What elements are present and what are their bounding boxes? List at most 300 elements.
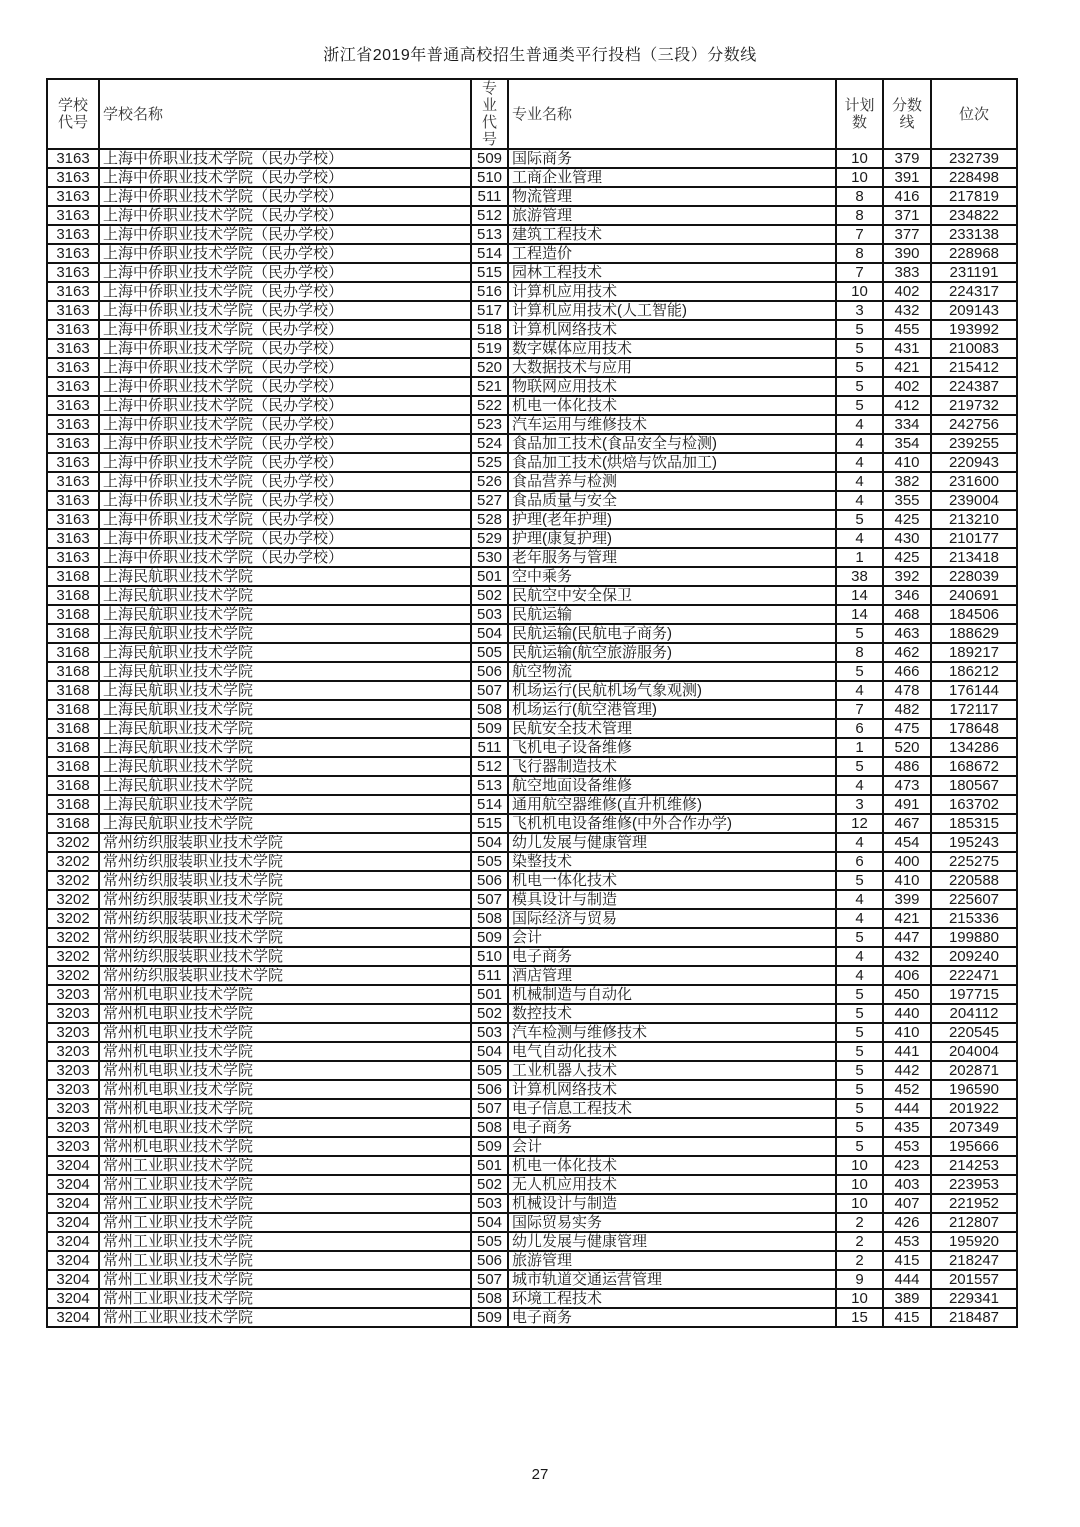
cell-major-name: 幼儿发展与健康管理 — [508, 833, 836, 852]
cell-school-name: 上海中侨职业技术学院（民办学校） — [99, 510, 471, 529]
cell-major-name: 染整技术 — [508, 852, 836, 871]
cell-score: 421 — [883, 358, 931, 377]
cell-score: 410 — [883, 453, 931, 472]
cell-school-name: 上海中侨职业技术学院（民办学校） — [99, 472, 471, 491]
cell-rank: 172117 — [931, 700, 1017, 719]
cell-major-name: 计算机应用技术(人工智能) — [508, 301, 836, 320]
cell-school-name: 上海民航职业技术学院 — [99, 586, 471, 605]
cell-school-name: 上海民航职业技术学院 — [99, 567, 471, 586]
cell-school-name: 常州机电职业技术学院 — [99, 1042, 471, 1061]
cell-score: 421 — [883, 909, 931, 928]
cell-plan: 4 — [836, 491, 883, 510]
cell-major-code: 501 — [471, 567, 508, 586]
cell-school-name: 常州工业职业技术学院 — [99, 1289, 471, 1308]
cell-major-code: 513 — [471, 776, 508, 795]
table-row — [47, 263, 1017, 282]
cell-rank: 240691 — [931, 586, 1017, 605]
cell-major-code: 515 — [471, 263, 508, 282]
cell-school-name: 常州机电职业技术学院 — [99, 985, 471, 1004]
cell-major-code: 507 — [471, 890, 508, 909]
cell-score: 392 — [883, 567, 931, 586]
cell-school-code: 3163 — [47, 548, 99, 567]
table-row — [47, 871, 1017, 890]
cell-plan: 8 — [836, 643, 883, 662]
cell-school-code: 3203 — [47, 1118, 99, 1137]
table-row — [47, 149, 1017, 168]
table-row — [47, 795, 1017, 814]
cell-plan: 5 — [836, 320, 883, 339]
cell-school-code: 3204 — [47, 1194, 99, 1213]
cell-plan: 5 — [836, 1061, 883, 1080]
cell-rank: 163702 — [931, 795, 1017, 814]
cell-major-code: 514 — [471, 244, 508, 263]
cell-school-name: 常州工业职业技术学院 — [99, 1175, 471, 1194]
cell-plan: 8 — [836, 187, 883, 206]
cell-major-code: 514 — [471, 795, 508, 814]
cell-school-code: 3203 — [47, 1137, 99, 1156]
cell-score: 467 — [883, 814, 931, 833]
table-row — [47, 453, 1017, 472]
cell-plan: 5 — [836, 1137, 883, 1156]
cell-school-code: 3168 — [47, 738, 99, 757]
cell-score: 334 — [883, 415, 931, 434]
cell-score: 402 — [883, 282, 931, 301]
cell-rank: 242756 — [931, 415, 1017, 434]
cell-school-code: 3163 — [47, 263, 99, 282]
cell-plan: 5 — [836, 339, 883, 358]
table-row — [47, 567, 1017, 586]
cell-school-code: 3163 — [47, 510, 99, 529]
cell-plan: 10 — [836, 149, 883, 168]
cell-major-name: 物联网应用技术 — [508, 377, 836, 396]
cell-major-code: 530 — [471, 548, 508, 567]
cell-score: 447 — [883, 928, 931, 947]
table-row — [47, 548, 1017, 567]
cell-school-name: 上海中侨职业技术学院（民办学校） — [99, 415, 471, 434]
cell-major-name: 食品营养与检测 — [508, 472, 836, 491]
cell-score: 453 — [883, 1232, 931, 1251]
cell-school-code: 3203 — [47, 985, 99, 1004]
cell-school-name: 常州工业职业技术学院 — [99, 1270, 471, 1289]
table-row — [47, 985, 1017, 1004]
cell-school-name: 常州机电职业技术学院 — [99, 1137, 471, 1156]
cell-plan: 5 — [836, 358, 883, 377]
cell-plan: 5 — [836, 1042, 883, 1061]
cell-school-code: 3203 — [47, 1023, 99, 1042]
cell-school-name: 上海民航职业技术学院 — [99, 814, 471, 833]
cell-school-name: 上海民航职业技术学院 — [99, 643, 471, 662]
cell-major-code: 524 — [471, 434, 508, 453]
cell-plan: 38 — [836, 567, 883, 586]
cell-rank: 221952 — [931, 1194, 1017, 1213]
cell-rank: 222471 — [931, 966, 1017, 985]
cell-major-code: 518 — [471, 320, 508, 339]
cell-score: 425 — [883, 510, 931, 529]
cell-major-name: 民航安全技术管理 — [508, 719, 836, 738]
cell-score: 426 — [883, 1213, 931, 1232]
cell-school-name: 常州机电职业技术学院 — [99, 1118, 471, 1137]
cell-major-code: 508 — [471, 1118, 508, 1137]
cell-plan: 8 — [836, 244, 883, 263]
cell-plan: 8 — [836, 206, 883, 225]
cell-rank: 185315 — [931, 814, 1017, 833]
cell-score: 454 — [883, 833, 931, 852]
cell-rank: 215336 — [931, 909, 1017, 928]
cell-major-name: 电子商务 — [508, 947, 836, 966]
header-school-name: 学校名称 — [99, 79, 471, 149]
cell-plan: 4 — [836, 434, 883, 453]
table-row — [47, 472, 1017, 491]
cell-major-code: 505 — [471, 852, 508, 871]
table-row — [47, 1156, 1017, 1175]
cell-major-name: 工商企业管理 — [508, 168, 836, 187]
cell-school-name: 上海民航职业技术学院 — [99, 662, 471, 681]
cell-score: 415 — [883, 1251, 931, 1270]
cell-score: 410 — [883, 871, 931, 890]
cell-major-name: 建筑工程技术 — [508, 225, 836, 244]
cell-school-code: 3163 — [47, 282, 99, 301]
cell-plan: 5 — [836, 928, 883, 947]
cell-school-code: 3163 — [47, 358, 99, 377]
cell-major-code: 507 — [471, 681, 508, 700]
cell-rank: 212807 — [931, 1213, 1017, 1232]
cell-score: 377 — [883, 225, 931, 244]
cell-major-name: 老年服务与管理 — [508, 548, 836, 567]
table-row — [47, 168, 1017, 187]
cell-school-name: 常州纺织服装职业技术学院 — [99, 890, 471, 909]
cell-rank: 207349 — [931, 1118, 1017, 1137]
cell-plan: 4 — [836, 776, 883, 795]
cell-school-code: 3202 — [47, 890, 99, 909]
cell-school-code: 3163 — [47, 434, 99, 453]
cell-rank: 209240 — [931, 947, 1017, 966]
cell-score: 452 — [883, 1080, 931, 1099]
cell-major-code: 503 — [471, 1023, 508, 1042]
cell-school-name: 上海中侨职业技术学院（民办学校） — [99, 453, 471, 472]
cell-major-name: 机电一体化技术 — [508, 871, 836, 890]
cell-score: 403 — [883, 1175, 931, 1194]
cell-major-name: 数控技术 — [508, 1004, 836, 1023]
table-row — [47, 320, 1017, 339]
table-row — [47, 1042, 1017, 1061]
table-row — [47, 1175, 1017, 1194]
cell-score: 416 — [883, 187, 931, 206]
cell-major-code: 504 — [471, 833, 508, 852]
cell-rank: 195920 — [931, 1232, 1017, 1251]
cell-school-code: 3163 — [47, 225, 99, 244]
cell-score: 466 — [883, 662, 931, 681]
cell-major-name: 民航运输(民航电子商务) — [508, 624, 836, 643]
cell-major-code: 511 — [471, 738, 508, 757]
table-row — [47, 339, 1017, 358]
cell-school-name: 常州纺织服装职业技术学院 — [99, 966, 471, 985]
cell-plan: 4 — [836, 415, 883, 434]
cell-major-code: 508 — [471, 909, 508, 928]
cell-plan: 10 — [836, 1175, 883, 1194]
cell-score: 482 — [883, 700, 931, 719]
cell-plan: 7 — [836, 700, 883, 719]
cell-rank: 176144 — [931, 681, 1017, 700]
cell-major-code: 517 — [471, 301, 508, 320]
cell-school-code: 3163 — [47, 301, 99, 320]
cell-major-code: 513 — [471, 225, 508, 244]
cell-school-code: 3202 — [47, 852, 99, 871]
table-row — [47, 700, 1017, 719]
cell-school-code: 3202 — [47, 947, 99, 966]
cell-school-name: 常州纺织服装职业技术学院 — [99, 833, 471, 852]
cell-major-code: 507 — [471, 1099, 508, 1118]
cell-rank: 231191 — [931, 263, 1017, 282]
cell-major-name: 国际商务 — [508, 149, 836, 168]
cell-major-code: 504 — [471, 1213, 508, 1232]
cell-plan: 4 — [836, 890, 883, 909]
table-row — [47, 1004, 1017, 1023]
cell-major-name: 机场运行(航空港管理) — [508, 700, 836, 719]
table-row — [47, 1308, 1017, 1327]
cell-school-code: 3202 — [47, 966, 99, 985]
cell-score: 442 — [883, 1061, 931, 1080]
table-row — [47, 396, 1017, 415]
cell-rank: 202871 — [931, 1061, 1017, 1080]
cell-major-code: 509 — [471, 149, 508, 168]
cell-major-name: 物流管理 — [508, 187, 836, 206]
cell-score: 425 — [883, 548, 931, 567]
cell-plan: 5 — [836, 985, 883, 1004]
cell-rank: 223953 — [931, 1175, 1017, 1194]
cell-major-name: 计算机网络技术 — [508, 320, 836, 339]
cell-major-code: 512 — [471, 206, 508, 225]
cell-school-name: 上海中侨职业技术学院（民办学校） — [99, 263, 471, 282]
table-row — [47, 624, 1017, 643]
cell-school-code: 3203 — [47, 1080, 99, 1099]
cell-major-code: 516 — [471, 282, 508, 301]
cell-school-code: 3204 — [47, 1308, 99, 1327]
cell-score: 407 — [883, 1194, 931, 1213]
cell-major-name: 会计 — [508, 1137, 836, 1156]
table-row — [47, 415, 1017, 434]
cell-major-code: 510 — [471, 947, 508, 966]
cell-major-name: 汽车检测与维修技术 — [508, 1023, 836, 1042]
cell-rank: 228498 — [931, 168, 1017, 187]
cell-rank: 217819 — [931, 187, 1017, 206]
cell-rank: 210177 — [931, 529, 1017, 548]
cell-major-name: 飞机电子设备维修 — [508, 738, 836, 757]
cell-rank: 213210 — [931, 510, 1017, 529]
cell-major-code: 506 — [471, 1080, 508, 1099]
cell-major-code: 515 — [471, 814, 508, 833]
cell-rank: 134286 — [931, 738, 1017, 757]
cell-major-code: 503 — [471, 1194, 508, 1213]
cell-plan: 6 — [836, 852, 883, 871]
cell-school-name: 常州工业职业技术学院 — [99, 1213, 471, 1232]
cell-major-code: 505 — [471, 1061, 508, 1080]
cell-major-name: 飞机机电设备维修(中外合作办学) — [508, 814, 836, 833]
table-row — [47, 928, 1017, 947]
cell-major-name: 机电一体化技术 — [508, 396, 836, 415]
cell-school-code: 3168 — [47, 776, 99, 795]
cell-score: 455 — [883, 320, 931, 339]
table-row — [47, 529, 1017, 548]
cell-plan: 5 — [836, 396, 883, 415]
cell-score: 450 — [883, 985, 931, 1004]
cell-rank: 186212 — [931, 662, 1017, 681]
table-row — [47, 662, 1017, 681]
cell-score: 520 — [883, 738, 931, 757]
table-row — [47, 358, 1017, 377]
cell-rank: 215412 — [931, 358, 1017, 377]
cell-school-name: 常州机电职业技术学院 — [99, 1061, 471, 1080]
table-row — [47, 776, 1017, 795]
cell-rank: 193992 — [931, 320, 1017, 339]
cell-school-code: 3163 — [47, 244, 99, 263]
cell-score: 346 — [883, 586, 931, 605]
cell-rank: 231600 — [931, 472, 1017, 491]
cell-school-name: 上海民航职业技术学院 — [99, 757, 471, 776]
cell-score: 389 — [883, 1289, 931, 1308]
cell-school-code: 3204 — [47, 1156, 99, 1175]
cell-score: 402 — [883, 377, 931, 396]
cell-major-name: 模具设计与制造 — [508, 890, 836, 909]
cell-school-code: 3203 — [47, 1061, 99, 1080]
cell-school-code: 3163 — [47, 453, 99, 472]
cell-rank: 224317 — [931, 282, 1017, 301]
table-row — [47, 605, 1017, 624]
cell-rank: 209143 — [931, 301, 1017, 320]
cell-major-code: 529 — [471, 529, 508, 548]
cell-plan: 2 — [836, 1251, 883, 1270]
cell-plan: 5 — [836, 662, 883, 681]
cell-school-name: 上海民航职业技术学院 — [99, 719, 471, 738]
table-body — [47, 149, 1017, 1327]
cell-rank: 195243 — [931, 833, 1017, 852]
cell-rank: 220943 — [931, 453, 1017, 472]
cell-major-code: 521 — [471, 377, 508, 396]
cell-score: 444 — [883, 1270, 931, 1289]
cell-plan: 2 — [836, 1213, 883, 1232]
cell-plan: 6 — [836, 719, 883, 738]
cell-school-name: 上海中侨职业技术学院（民办学校） — [99, 225, 471, 244]
cell-score: 453 — [883, 1137, 931, 1156]
table-row — [47, 1289, 1017, 1308]
page-number: 27 — [531, 1466, 549, 1483]
cell-major-name: 食品质量与安全 — [508, 491, 836, 510]
cell-major-name: 电子信息工程技术 — [508, 1099, 836, 1118]
cell-rank: 214253 — [931, 1156, 1017, 1175]
cell-school-code: 3163 — [47, 415, 99, 434]
table-row — [47, 966, 1017, 985]
cell-major-code: 509 — [471, 928, 508, 947]
cell-school-name: 上海中侨职业技术学院（民办学校） — [99, 282, 471, 301]
cell-rank: 224387 — [931, 377, 1017, 396]
cell-plan: 5 — [836, 871, 883, 890]
cell-score: 430 — [883, 529, 931, 548]
cell-school-code: 3168 — [47, 643, 99, 662]
cell-school-code: 3163 — [47, 168, 99, 187]
table-row — [47, 244, 1017, 263]
cell-school-code: 3203 — [47, 1099, 99, 1118]
cell-plan: 4 — [836, 966, 883, 985]
cell-rank: 195666 — [931, 1137, 1017, 1156]
cell-school-name: 常州纺织服装职业技术学院 — [99, 909, 471, 928]
cell-rank: 229341 — [931, 1289, 1017, 1308]
cell-major-code: 508 — [471, 700, 508, 719]
cell-major-name: 机械制造与自动化 — [508, 985, 836, 1004]
cell-major-code: 510 — [471, 168, 508, 187]
cell-major-code: 527 — [471, 491, 508, 510]
cell-rank: 204004 — [931, 1042, 1017, 1061]
cell-score: 410 — [883, 1023, 931, 1042]
cell-school-name: 常州工业职业技术学院 — [99, 1308, 471, 1327]
cell-school-name: 上海中侨职业技术学院（民办学校） — [99, 377, 471, 396]
table-row — [47, 738, 1017, 757]
cell-score: 399 — [883, 890, 931, 909]
table-row — [47, 1194, 1017, 1213]
cell-plan: 4 — [836, 833, 883, 852]
table-row — [47, 1023, 1017, 1042]
cell-school-name: 上海中侨职业技术学院（民办学校） — [99, 187, 471, 206]
cell-school-name: 上海中侨职业技术学院（民办学校） — [99, 548, 471, 567]
cell-school-name: 常州工业职业技术学院 — [99, 1156, 471, 1175]
cell-plan: 10 — [836, 168, 883, 187]
cell-score: 440 — [883, 1004, 931, 1023]
cell-school-code: 3203 — [47, 1004, 99, 1023]
cell-school-name: 上海民航职业技术学院 — [99, 700, 471, 719]
cell-major-code: 506 — [471, 662, 508, 681]
cell-score: 468 — [883, 605, 931, 624]
cell-school-code: 3204 — [47, 1270, 99, 1289]
table-row — [47, 833, 1017, 852]
cell-rank: 220588 — [931, 871, 1017, 890]
cell-score: 354 — [883, 434, 931, 453]
cell-rank: 180567 — [931, 776, 1017, 795]
cell-major-name: 航空地面设备维修 — [508, 776, 836, 795]
cell-major-name: 机械设计与制造 — [508, 1194, 836, 1213]
cell-school-name: 常州纺织服装职业技术学院 — [99, 947, 471, 966]
cell-rank: 188629 — [931, 624, 1017, 643]
page-title: 浙江省2019年普通高校招生普通类平行投档（三段）分数线 — [323, 47, 757, 64]
cell-major-code: 509 — [471, 1308, 508, 1327]
cell-school-code: 3202 — [47, 871, 99, 890]
cell-major-name: 机电一体化技术 — [508, 1156, 836, 1175]
cell-major-name: 工业机器人技术 — [508, 1061, 836, 1080]
cell-score: 478 — [883, 681, 931, 700]
cell-major-code: 501 — [471, 985, 508, 1004]
cell-plan: 4 — [836, 453, 883, 472]
cell-rank: 220545 — [931, 1023, 1017, 1042]
cell-score: 463 — [883, 624, 931, 643]
cell-rank: 218247 — [931, 1251, 1017, 1270]
cell-major-code: 528 — [471, 510, 508, 529]
cell-school-code: 3163 — [47, 149, 99, 168]
cell-rank: 228968 — [931, 244, 1017, 263]
cell-school-name: 上海中侨职业技术学院（民办学校） — [99, 320, 471, 339]
table-row — [47, 377, 1017, 396]
cell-rank: 233138 — [931, 225, 1017, 244]
table-row — [47, 947, 1017, 966]
cell-school-code: 3168 — [47, 795, 99, 814]
cell-plan: 10 — [836, 1194, 883, 1213]
cell-plan: 5 — [836, 1080, 883, 1099]
table-row — [47, 1213, 1017, 1232]
cell-school-name: 上海中侨职业技术学院（民办学校） — [99, 149, 471, 168]
cell-school-code: 3168 — [47, 605, 99, 624]
cell-plan: 10 — [836, 282, 883, 301]
cell-plan: 15 — [836, 1308, 883, 1327]
cell-plan: 5 — [836, 1118, 883, 1137]
cell-major-code: 506 — [471, 1251, 508, 1270]
cell-major-name: 国际贸易实务 — [508, 1213, 836, 1232]
cell-major-name: 电气自动化技术 — [508, 1042, 836, 1061]
